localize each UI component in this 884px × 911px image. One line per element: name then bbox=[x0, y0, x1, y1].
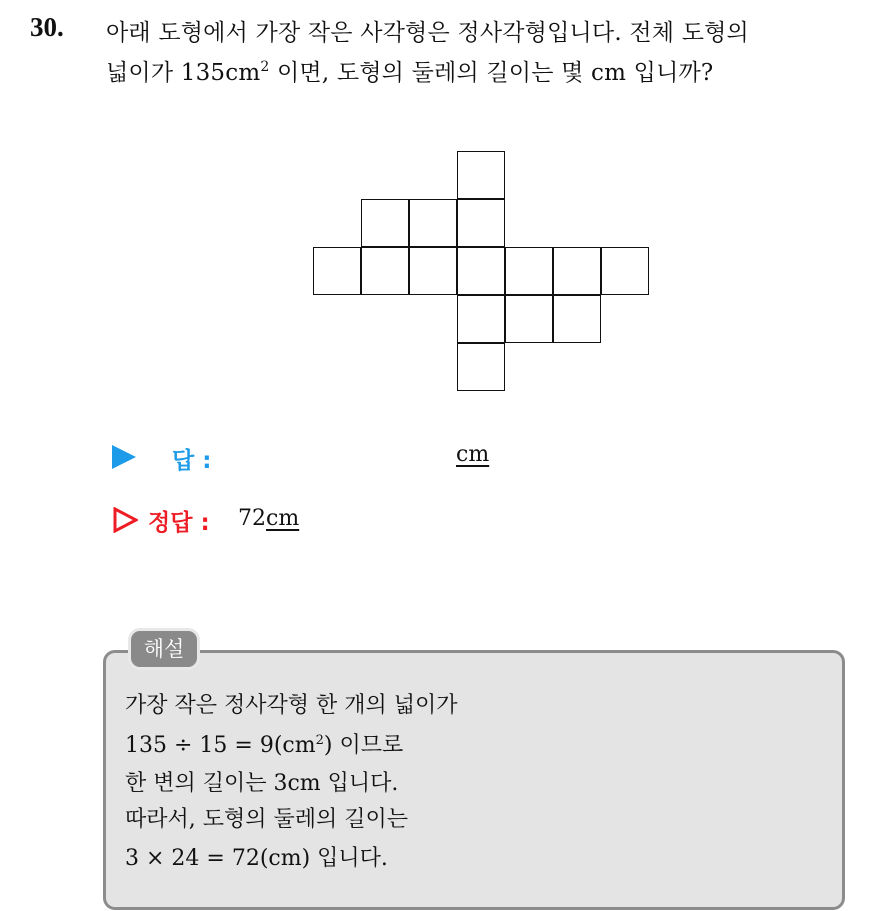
correct-answer-number: 72 bbox=[238, 506, 266, 531]
explanation-calc: 135 ÷ 15 = 9(cm bbox=[125, 733, 316, 758]
answer-row bbox=[112, 440, 712, 476]
correct-answer-value bbox=[238, 506, 299, 531]
explanation-tab: 해설 bbox=[128, 628, 200, 670]
figure-square bbox=[457, 295, 505, 343]
question-text-area: 넓이가 135cm bbox=[106, 60, 261, 86]
explanation-line-2 bbox=[125, 728, 403, 759]
question-text-line-2 bbox=[106, 54, 713, 87]
answer-label: 답 : bbox=[172, 448, 212, 474]
figure-square bbox=[313, 247, 361, 295]
figure-square bbox=[457, 247, 505, 295]
explanation-line-5: 3 × 24 = 72(cm) 입니다. bbox=[125, 846, 388, 871]
correct-answer-unit: cm bbox=[266, 506, 300, 531]
figure-square bbox=[457, 199, 505, 247]
figure-square bbox=[361, 247, 409, 295]
explanation-line-1: 가장 작은 정사각형 한 개의 넓이가 bbox=[125, 693, 458, 718]
figure-square bbox=[409, 247, 457, 295]
correct-answer-label: 정답 : bbox=[148, 510, 210, 536]
figure-square bbox=[553, 295, 601, 343]
figure-square bbox=[457, 343, 505, 391]
figure-square bbox=[505, 247, 553, 295]
outline-triangle-icon bbox=[112, 507, 138, 533]
superscript-2: 2 bbox=[315, 733, 324, 748]
explanation-calc-rest: ) 이므로 bbox=[323, 733, 404, 758]
figure-square bbox=[457, 151, 505, 199]
question-text-rest: 이면, 도형의 둘레의 길이는 몇 cm 입니까? bbox=[269, 60, 714, 86]
question-number: 30. bbox=[30, 12, 64, 42]
figure-square bbox=[601, 247, 649, 295]
figure-square bbox=[409, 199, 457, 247]
explanation-line-3: 한 변의 길이는 3cm 입니다. bbox=[125, 771, 399, 796]
figure-square bbox=[361, 199, 409, 247]
answer-unit: cm bbox=[456, 442, 490, 467]
figure-square bbox=[505, 295, 553, 343]
figure-square bbox=[553, 247, 601, 295]
explanation-line-4: 따라서, 도형의 둘레의 길이는 bbox=[125, 807, 408, 832]
superscript-2: 2 bbox=[260, 59, 270, 75]
correct-answer-row bbox=[112, 503, 712, 539]
play-triangle-icon bbox=[112, 445, 136, 469]
question-text-line-1: 아래 도형에서 가장 작은 사각형은 정사각형입니다. 전체 도형의 bbox=[106, 20, 749, 46]
